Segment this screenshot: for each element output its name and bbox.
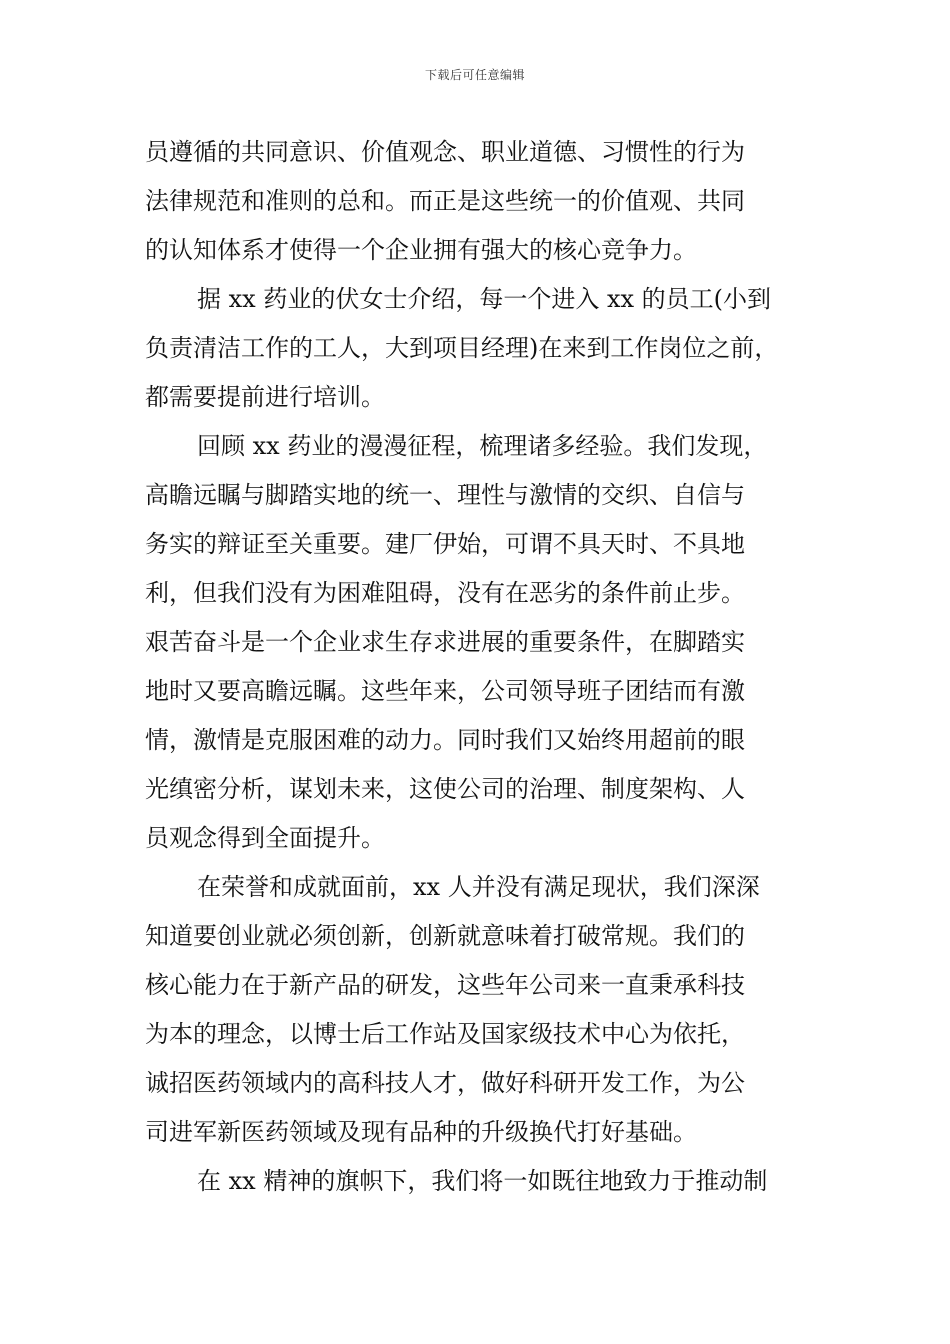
text-line: 光缜密分析，谋划未来，这使公司的治理、制度架构、人 <box>145 775 745 803</box>
text-line: 高瞻远瞩与脚踏实地的统一、理性与激情的交织、自信与 <box>145 481 745 509</box>
paragraph <box>145 1157 810 1206</box>
text-line: 负责清洁工作的工人，大到项目经理)在来到工作岗位之前， <box>145 334 779 362</box>
text-line: 员遵循的共同意识、价值观念、职业道德、习惯性的行为 <box>145 138 745 166</box>
text-line: 利，但我们没有为困难阻碍，没有在恶劣的条件前止步。 <box>145 579 745 607</box>
text-line: 艰苦奋斗是一个企业求生存求进展的重要条件，在脚踏实 <box>145 628 745 656</box>
document-body <box>145 128 810 1206</box>
text-line: 在荣誉和成就面前，xx 人并没有满足现状，我们深深 <box>197 873 760 901</box>
text-line: 地时又要高瞻远瞩。这些年来，公司领导班子团结而有激 <box>145 677 745 705</box>
text-line: 在 xx 精神的旗帜下，我们将一如既往地致力于推动制 <box>197 1167 768 1195</box>
text-line: 务实的辩证至关重要。建厂伊始，可谓不具天时、不具地 <box>145 530 745 558</box>
text-line: 员观念得到全面提升。 <box>145 824 385 852</box>
text-line: 情，激情是克服困难的动力。同时我们又始终用超前的眼 <box>145 726 745 754</box>
text-line: 知道要创业就必须创新，创新就意味着打破常规。我们的 <box>145 922 745 950</box>
text-line: 为本的理念，以博士后工作站及国家级技术中心为依托， <box>145 1020 745 1048</box>
text-line: 都需要提前进行培训。 <box>145 383 385 411</box>
text-line: 据 xx 药业的伏女士介绍，每一个进入 xx 的员工(小到 <box>197 285 772 313</box>
text-line: 回顾 xx 药业的漫漫征程，梳理诸多经验。我们发现， <box>197 432 768 460</box>
paragraph <box>145 128 810 275</box>
text-line: 核心能力在于新产品的研发，这些年公司来一直秉承科技 <box>145 971 745 999</box>
paragraph <box>145 422 810 863</box>
text-line: 的认知体系才使得一个企业拥有强大的核心竞争力。 <box>145 236 697 264</box>
page-header: 下载后可任意编辑 <box>424 68 525 82</box>
text-line: 法律规范和准则的总和。而正是这些统一的价值观、共同 <box>145 187 745 215</box>
paragraph <box>145 863 810 1157</box>
paragraph <box>145 275 810 422</box>
text-line: 诚招医药领域内的高科技人才，做好科研开发工作，为公 <box>145 1069 745 1097</box>
text-line: 司进军新医药领域及现有品种的升级换代打好基础。 <box>145 1118 697 1146</box>
